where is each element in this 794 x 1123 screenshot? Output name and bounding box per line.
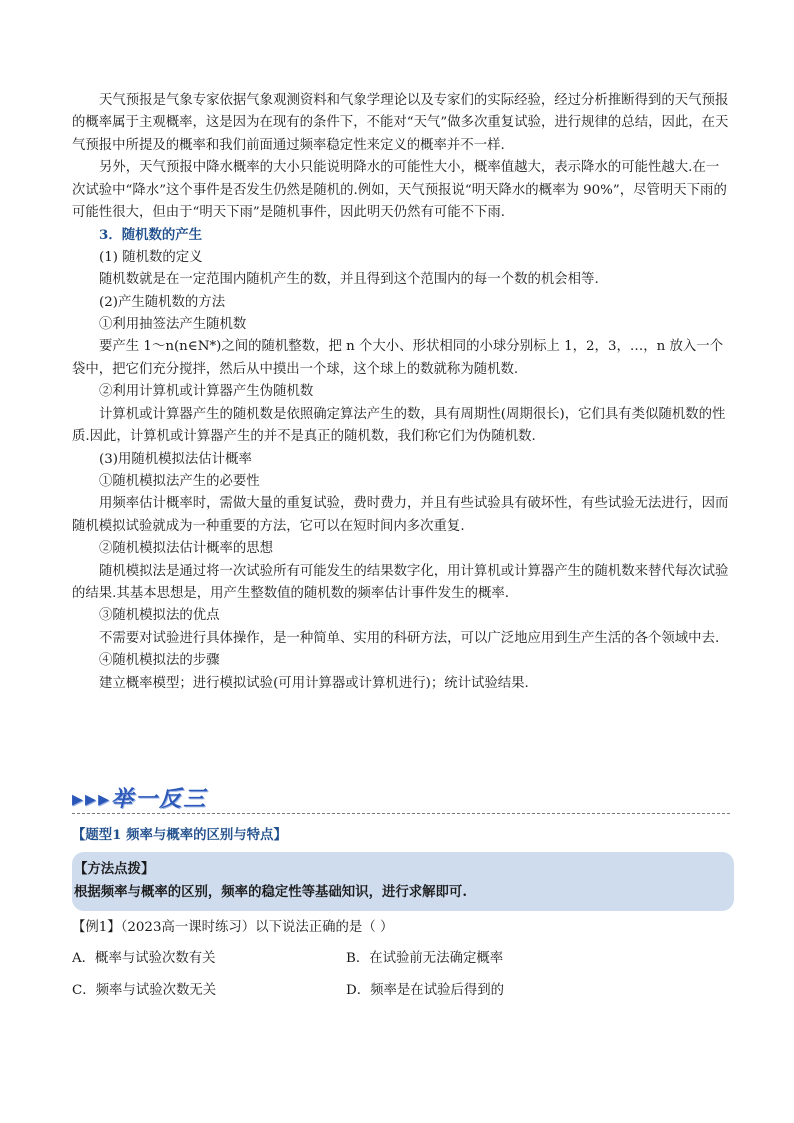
paragraph-weather-forecast: 天气预报是气象专家依据气象观测资料和气象学理论以及专家们的实际经验，经过分析推断得到的天气预报的概率属于主观概率，这是因为在现有的条件下，不能对“天气”做多次重复试验，进行规律的总结，因此，在天气预报中所提及的概率和我们前面通过频率稳定性来定义的概率并不一样. (72, 93, 729, 153)
paragraph-steps: 建立概率模型；进行模拟试验(可用计算器或计算机进行)；统计试验结果. (99, 675, 529, 691)
tip-title: 【方法点拨】 (74, 861, 155, 878)
option-d: D．频率是在试验后得到的 (346, 983, 505, 999)
subheading-idea: ②随机模拟法估计概率的思想 (99, 541, 274, 557)
paragraph-advantages: 不需要对试验进行具体操作，是一种简单、实用的科研方法，可以广泛地应用到生产生活的各个领域中去. (99, 630, 720, 646)
practice-banner (72, 780, 730, 814)
subheading-advantages: ③随机模拟法的优点 (99, 608, 220, 624)
section-heading-random-numbers: 3．随机数的产生 (99, 227, 203, 244)
banner-title: ▸▸▸举一反三 (72, 787, 208, 812)
example-stem: 【例1】（2023高一课时练习）以下说法正确的是（ ） (72, 920, 394, 936)
option-c: C．频率与试验次数无关 (72, 983, 217, 999)
subheading-pseudo-random: ②利用计算机或计算器产生伪随机数 (99, 384, 314, 400)
answer-options (72, 948, 732, 1003)
method-tip-box (72, 852, 734, 911)
paragraph-definition: 随机数就是在一定范围内随机产生的数，并且得到这个范围内的每一个数的机会相等. (99, 272, 599, 288)
main-text (72, 90, 732, 695)
option-a: A．概率与试验次数有关 (72, 950, 216, 966)
subheading-definition: (1) 随机数的定义 (99, 249, 203, 265)
tip-body: 根据频率与概率的区别，频率的稳定性等基础知识，进行求解即可. (74, 883, 467, 900)
subheading-necessity: ①随机模拟法产生的必要性 (99, 473, 260, 489)
subheading-simulation: (3)用随机模拟法估计概率 (99, 451, 252, 467)
paragraph-lottery-method: 要产生 1～n(n∈N*)之间的随机整数，把 n 个大小、形状相同的小球分别标上 1，2，3，…，n 放入一个袋中，把它们充分搅拌，然后从中摸出一个球，这个球上的数就称为随机数. (72, 339, 724, 377)
option-b: B．在试验前无法确定概率 (346, 950, 504, 966)
exercise-section (72, 824, 732, 1002)
paragraph-precipitation-probability: 另外，天气预报中降水概率的大小只能说明降水的可能性大小，概率值越大，表示降水的可能性越大.在一次试验中“降水”这个事件是否发生仍然是随机的.例如，天气预报说“明天降水的概率为 90%”，尽管明天下雨的可能性很大，但由于“明天下雨”是随机事件，因此明天仍然有可能不下雨. (72, 160, 727, 221)
dashed-divider (72, 813, 730, 814)
paragraph-necessity: 用频率估计概率时，需做大量的重复试验，费时费力，并且有些试验具有破坏性，有些试验无法进行，因而随机模拟试验就成为一种重要的方法，它可以在短时间内多次重复. (72, 496, 729, 534)
subheading-methods: (2)产生随机数的方法 (99, 294, 226, 310)
question-type-title: 【题型1 频率与概率的区别与特点】 (72, 827, 287, 843)
paragraph-pseudo-random: 计算机或计算器产生的随机数是依照确定算法产生的数，具有周期性(周期很长)，它们具有类似随机数的性质.因此，计算机或计算器产生的并不是真正的随机数，我们称它们为伪随机数. (72, 406, 726, 445)
subheading-steps: ④随机模拟法的步骤 (99, 653, 220, 669)
subheading-lottery-method: ①利用抽签法产生随机数 (99, 317, 247, 333)
paragraph-idea: 随机模拟法是通过将一次试验所有可能发生的结果数字化，用计算机或计算器产生的随机数来替代每次试验的结果.其基本思想是，用产生整数值的随机数的频率估计事件发生的概率. (72, 563, 729, 601)
